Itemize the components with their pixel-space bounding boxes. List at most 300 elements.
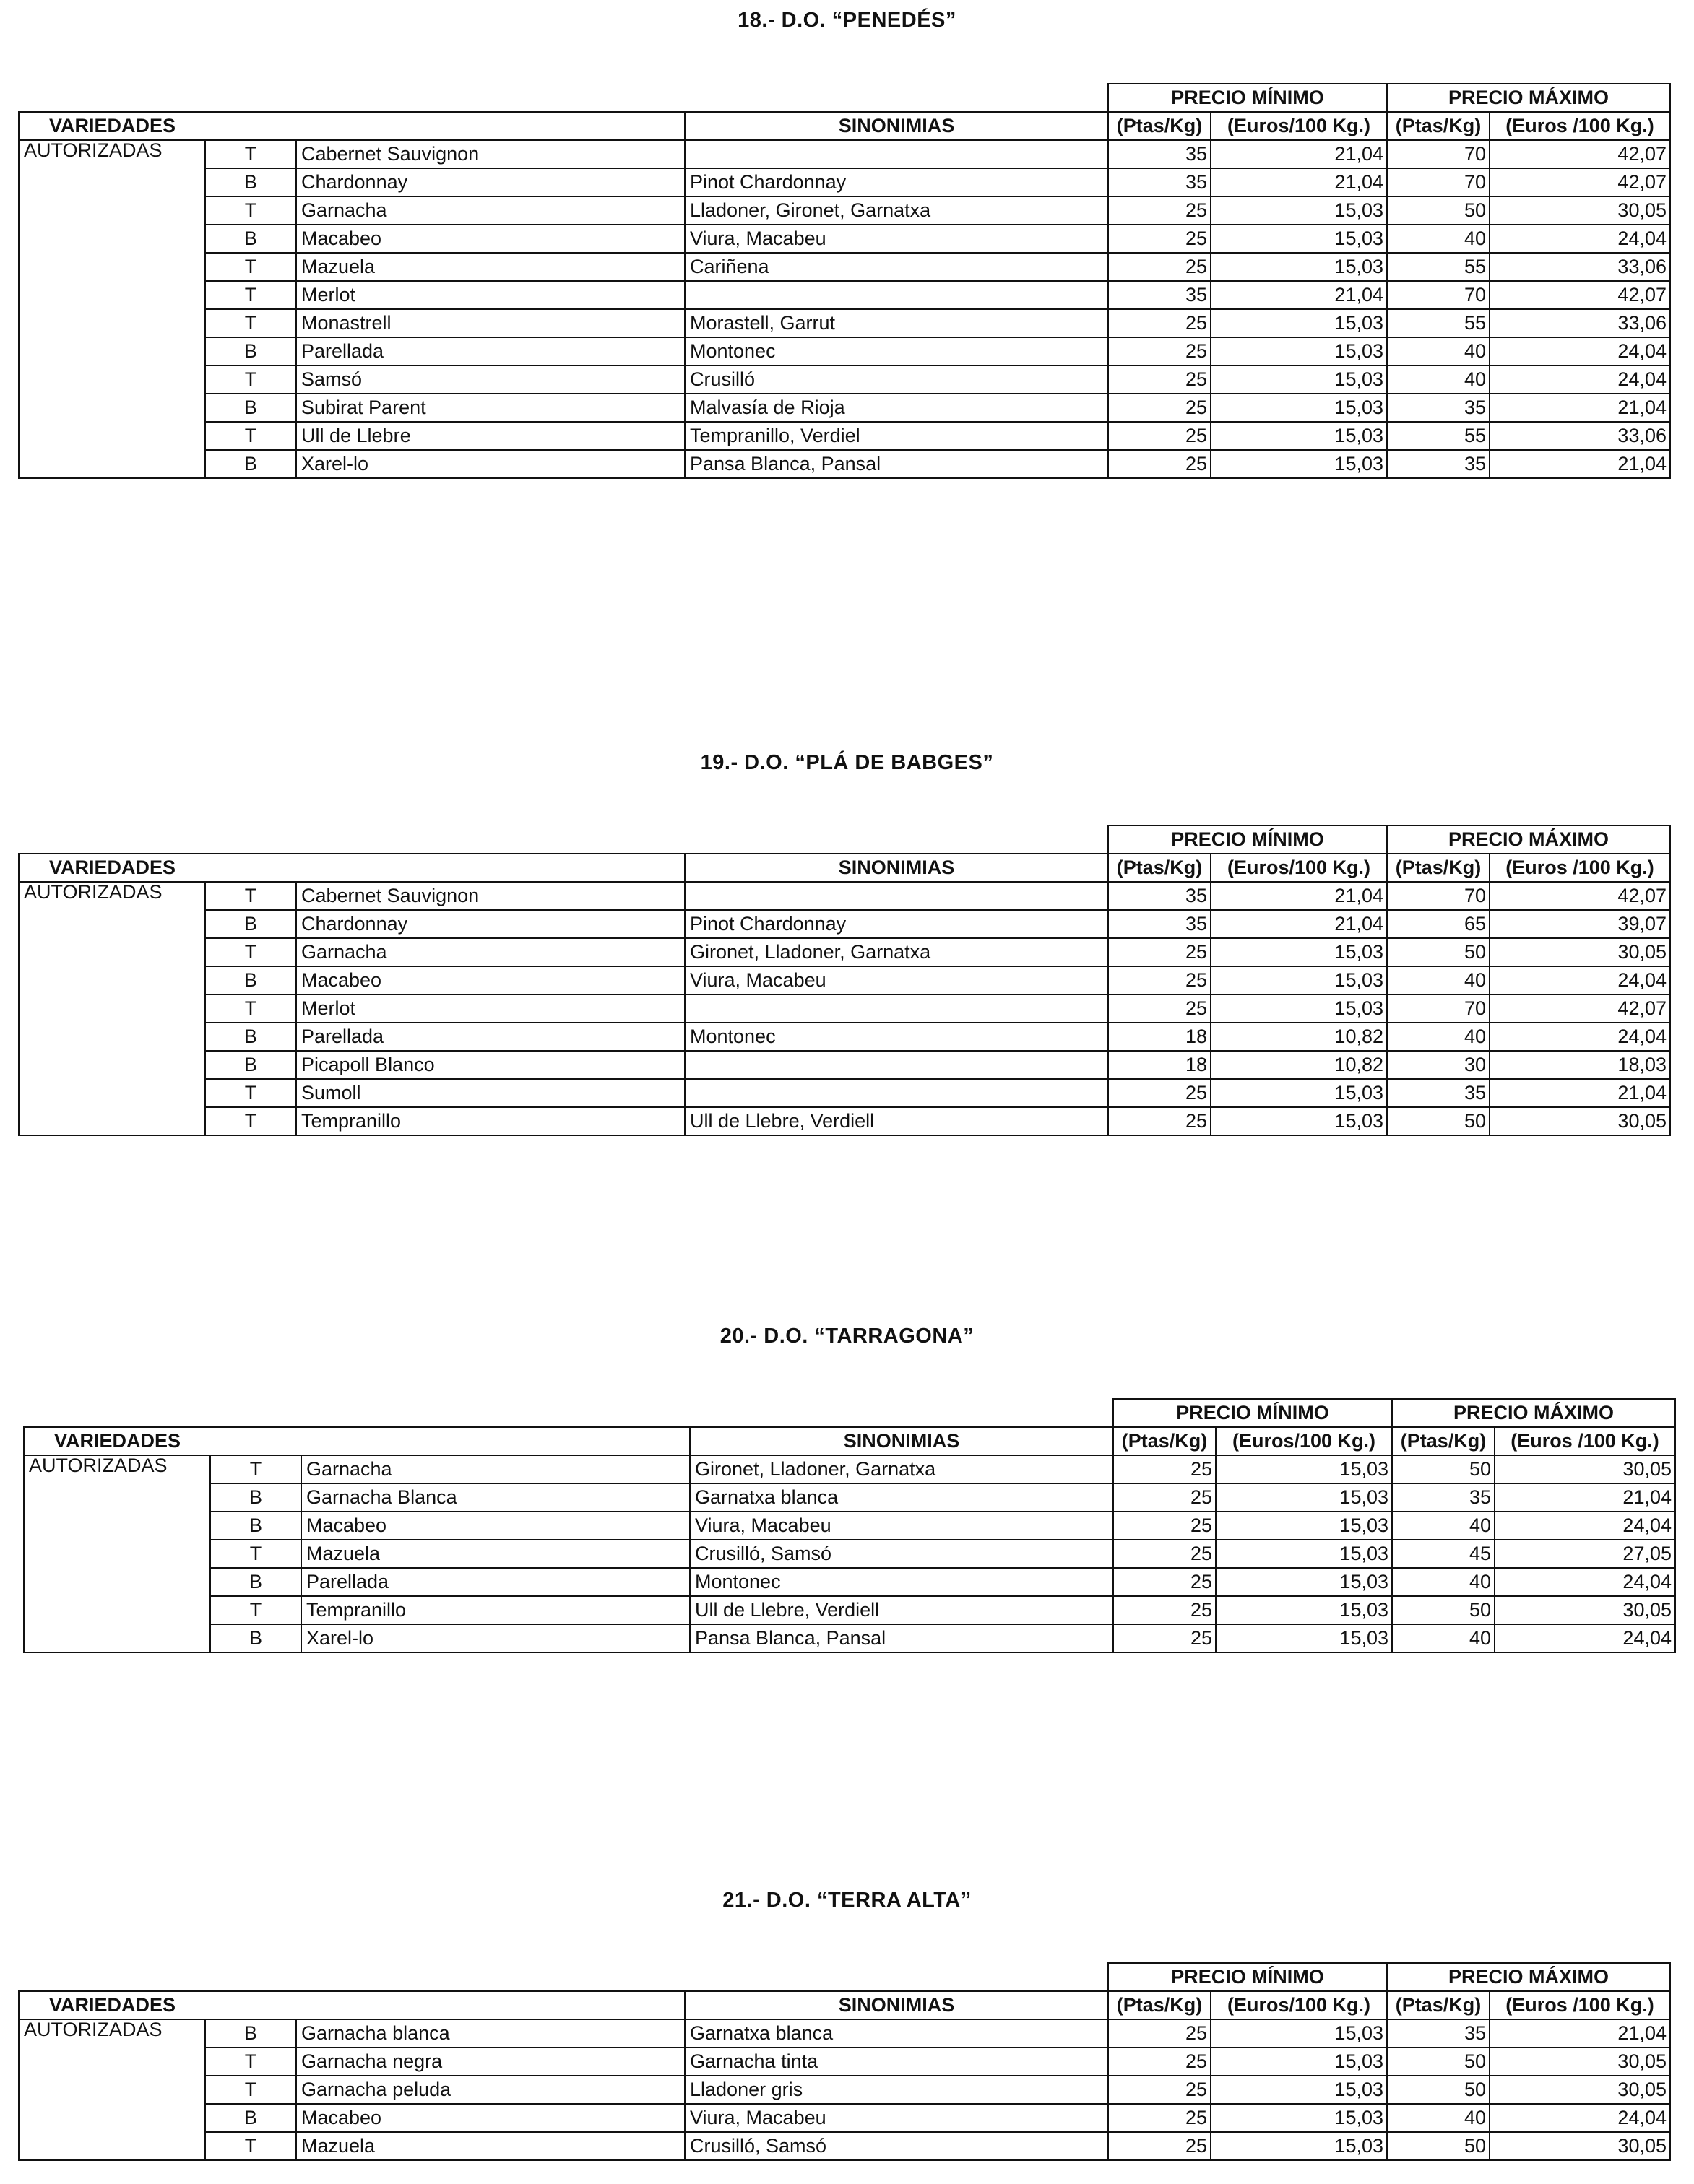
price-table (18, 83, 1671, 479)
wine-type: T (210, 1540, 301, 1568)
header-blank (296, 854, 685, 882)
min-price-ptas: 25 (1108, 938, 1211, 966)
min-price-euros: 10,82 (1211, 1051, 1387, 1079)
min-price-ptas: 25 (1108, 1107, 1211, 1135)
header-sinonimias: SINONIMIAS (685, 112, 1108, 140)
max-price-euros: 33,06 (1490, 422, 1670, 450)
min-price-ptas: 25 (1108, 966, 1211, 994)
category-cell: AUTORIZADAS (19, 140, 205, 168)
category-cell (19, 196, 205, 225)
min-price-ptas: 25 (1108, 225, 1211, 253)
min-price-euros: 15,03 (1211, 196, 1387, 225)
category-cell (19, 2048, 205, 2076)
variety-name: Subirat Parent (296, 394, 685, 422)
min-price-ptas: 18 (1108, 1023, 1211, 1051)
variety-name: Mazuela (296, 253, 685, 281)
wine-type: T (205, 253, 296, 281)
max-price-ptas: 35 (1387, 1079, 1490, 1107)
min-price-ptas: 25 (1108, 365, 1211, 394)
table-row (19, 168, 1670, 196)
header-max-ptas: (Ptas/Kg) (1387, 854, 1490, 882)
max-price-euros: 42,07 (1490, 140, 1670, 168)
header-row-groups (19, 826, 1670, 854)
variety-name: Tempranillo (296, 1107, 685, 1135)
max-price-ptas: 40 (1387, 365, 1490, 394)
variety-name: Tempranillo (301, 1596, 690, 1624)
category-cell: AUTORIZADAS (24, 1455, 210, 1483)
section-title: 20.- D.O. “TARRAGONA” (719, 1325, 975, 1348)
header-blank (205, 1991, 296, 2019)
wine-type: B (210, 1568, 301, 1596)
min-price-euros: 15,03 (1211, 938, 1387, 966)
wine-type: B (205, 225, 296, 253)
category-cell (19, 938, 205, 966)
wine-type: T (210, 1596, 301, 1624)
category-cell (19, 365, 205, 394)
min-price-ptas: 35 (1108, 140, 1211, 168)
header-min-ptas: (Ptas/Kg) (1108, 1991, 1211, 2019)
header-spacer (19, 84, 1108, 112)
min-price-euros: 15,03 (1211, 1079, 1387, 1107)
min-price-ptas: 25 (1113, 1455, 1216, 1483)
variety-name: Monastrell (296, 309, 685, 337)
header-row-columns (19, 854, 1670, 882)
header-precio-maximo: PRECIO MÁXIMO (1387, 826, 1670, 854)
synonyms: Pansa Blanca, Pansal (685, 450, 1108, 478)
table-row (19, 966, 1670, 994)
wine-type: B (205, 168, 296, 196)
section-title: 18.- D.O. “PENEDÉS” (738, 9, 956, 32)
max-price-ptas: 45 (1392, 1540, 1495, 1568)
min-price-euros: 15,03 (1211, 422, 1387, 450)
synonyms (685, 1051, 1108, 1079)
max-price-euros: 21,04 (1490, 1079, 1670, 1107)
header-precio-maximo: PRECIO MÁXIMO (1387, 84, 1670, 112)
wine-type: B (205, 394, 296, 422)
wine-type: T (205, 2076, 296, 2104)
min-price-euros: 15,03 (1216, 1483, 1392, 1512)
category-cell (24, 1624, 210, 1652)
table-row (19, 140, 1670, 168)
header-min-euros: (Euros/100 Kg.) (1216, 1427, 1392, 1455)
min-price-ptas: 25 (1113, 1512, 1216, 1540)
table-row (24, 1624, 1675, 1652)
category-cell (19, 966, 205, 994)
table-row (19, 2019, 1670, 2048)
table-row (19, 910, 1670, 938)
max-price-ptas: 55 (1387, 309, 1490, 337)
variety-name: Garnacha (296, 196, 685, 225)
variety-name: Garnacha (296, 938, 685, 966)
max-price-ptas: 40 (1387, 337, 1490, 365)
wine-type: B (205, 1023, 296, 1051)
min-price-ptas: 25 (1113, 1596, 1216, 1624)
min-price-euros: 15,03 (1216, 1512, 1392, 1540)
min-price-euros: 15,03 (1211, 994, 1387, 1023)
wine-type: B (205, 966, 296, 994)
table-row (19, 1023, 1670, 1051)
wine-type: T (205, 1107, 296, 1135)
table-row (19, 1079, 1670, 1107)
min-price-euros: 15,03 (1211, 2019, 1387, 2048)
min-price-euros: 15,03 (1211, 2076, 1387, 2104)
max-price-ptas: 70 (1387, 281, 1490, 309)
max-price-euros: 21,04 (1490, 2019, 1670, 2048)
table-row (19, 281, 1670, 309)
min-price-ptas: 35 (1108, 882, 1211, 910)
variety-name: Garnacha (301, 1455, 690, 1483)
variety-name: Chardonnay (296, 910, 685, 938)
max-price-ptas: 35 (1387, 2019, 1490, 2048)
header-precio-minimo: PRECIO MÍNIMO (1108, 84, 1387, 112)
min-price-ptas: 25 (1108, 422, 1211, 450)
category-cell: AUTORIZADAS (19, 2019, 205, 2048)
table-row (19, 394, 1670, 422)
header-max-euros: (Euros /100 Kg.) (1490, 854, 1670, 882)
category-cell (19, 309, 205, 337)
max-price-euros: 30,05 (1495, 1596, 1675, 1624)
header-row-groups (19, 84, 1670, 112)
synonyms: Crusilló, Samsó (685, 2132, 1108, 2160)
variety-name: Mazuela (301, 1540, 690, 1568)
category-cell (19, 281, 205, 309)
synonyms: Lladoner gris (685, 2076, 1108, 2104)
max-price-euros: 30,05 (1490, 938, 1670, 966)
max-price-euros: 42,07 (1490, 281, 1670, 309)
table-row (19, 422, 1670, 450)
synonyms: Garnatxa blanca (685, 2019, 1108, 2048)
variety-name: Chardonnay (296, 168, 685, 196)
header-max-ptas: (Ptas/Kg) (1392, 1427, 1495, 1455)
variety-name: Mazuela (296, 2132, 685, 2160)
synonyms: Cariñena (685, 253, 1108, 281)
variety-name: Samsó (296, 365, 685, 394)
max-price-ptas: 40 (1387, 2104, 1490, 2132)
max-price-ptas: 55 (1387, 253, 1490, 281)
synonyms: Viura, Macabeu (685, 966, 1108, 994)
max-price-ptas: 55 (1387, 422, 1490, 450)
min-price-euros: 21,04 (1211, 882, 1387, 910)
max-price-ptas: 40 (1387, 966, 1490, 994)
min-price-euros: 21,04 (1211, 910, 1387, 938)
max-price-ptas: 30 (1387, 1051, 1490, 1079)
max-price-euros: 24,04 (1490, 2104, 1670, 2132)
max-price-ptas: 70 (1387, 168, 1490, 196)
min-price-ptas: 25 (1108, 394, 1211, 422)
variety-name: Cabernet Sauvignon (296, 140, 685, 168)
table-row (24, 1540, 1675, 1568)
min-price-euros: 15,03 (1211, 2048, 1387, 2076)
table-row (19, 1107, 1670, 1135)
price-table (18, 1962, 1671, 2161)
max-price-euros: 24,04 (1490, 225, 1670, 253)
synonyms: Crusilló (685, 365, 1108, 394)
synonyms: Pinot Chardonnay (685, 168, 1108, 196)
max-price-euros: 42,07 (1490, 994, 1670, 1023)
max-price-euros: 33,06 (1490, 253, 1670, 281)
header-precio-maximo: PRECIO MÁXIMO (1392, 1399, 1675, 1427)
max-price-ptas: 50 (1387, 2048, 1490, 2076)
min-price-ptas: 25 (1108, 994, 1211, 1023)
max-price-ptas: 35 (1387, 394, 1490, 422)
synonyms (685, 882, 1108, 910)
wine-type: T (205, 1079, 296, 1107)
header-variedades: VARIEDADES (19, 112, 205, 140)
synonyms (685, 994, 1108, 1023)
min-price-ptas: 25 (1108, 450, 1211, 478)
wine-type: T (205, 882, 296, 910)
header-min-euros: (Euros/100 Kg.) (1211, 854, 1387, 882)
max-price-ptas: 40 (1392, 1624, 1495, 1652)
category-cell (19, 225, 205, 253)
min-price-euros: 15,03 (1216, 1596, 1392, 1624)
category-cell (19, 168, 205, 196)
category-cell (24, 1540, 210, 1568)
max-price-ptas: 50 (1392, 1455, 1495, 1483)
max-price-euros: 42,07 (1490, 168, 1670, 196)
max-price-euros: 30,05 (1490, 196, 1670, 225)
category-cell (19, 2104, 205, 2132)
variety-name: Xarel-lo (296, 450, 685, 478)
header-precio-minimo: PRECIO MÍNIMO (1108, 1963, 1387, 1991)
min-price-ptas: 25 (1108, 196, 1211, 225)
max-price-euros: 30,05 (1490, 1107, 1670, 1135)
header-min-euros: (Euros/100 Kg.) (1211, 112, 1387, 140)
max-price-euros: 30,05 (1490, 2132, 1670, 2160)
header-max-euros: (Euros /100 Kg.) (1490, 112, 1670, 140)
table-row (19, 2132, 1670, 2160)
header-max-euros: (Euros /100 Kg.) (1490, 1991, 1670, 2019)
synonyms: Viura, Macabeu (685, 2104, 1108, 2132)
min-price-euros: 15,03 (1216, 1455, 1392, 1483)
max-price-ptas: 50 (1387, 2076, 1490, 2104)
header-blank (205, 112, 296, 140)
wine-type: B (205, 337, 296, 365)
category-cell (19, 450, 205, 478)
table-row (19, 337, 1670, 365)
category-cell (19, 1023, 205, 1051)
min-price-euros: 15,03 (1216, 1568, 1392, 1596)
min-price-euros: 21,04 (1211, 281, 1387, 309)
header-row-columns (19, 1991, 1670, 2019)
synonyms: Ull de Llebre, Verdiell (690, 1596, 1113, 1624)
category-cell (24, 1568, 210, 1596)
header-row-columns (24, 1427, 1675, 1455)
wine-type: B (205, 2019, 296, 2048)
synonyms: Crusilló, Samsó (690, 1540, 1113, 1568)
header-variedades: VARIEDADES (19, 854, 205, 882)
max-price-ptas: 40 (1392, 1512, 1495, 1540)
header-sinonimias: SINONIMIAS (685, 854, 1108, 882)
variety-name: Macabeo (296, 225, 685, 253)
category-cell (19, 253, 205, 281)
max-price-euros: 18,03 (1490, 1051, 1670, 1079)
variety-name: Merlot (296, 994, 685, 1023)
wine-type: B (205, 910, 296, 938)
max-price-ptas: 35 (1392, 1483, 1495, 1512)
min-price-ptas: 35 (1108, 910, 1211, 938)
header-sinonimias: SINONIMIAS (685, 1991, 1108, 2019)
min-price-euros: 15,03 (1211, 365, 1387, 394)
min-price-euros: 15,03 (1211, 225, 1387, 253)
min-price-ptas: 25 (1113, 1624, 1216, 1652)
min-price-ptas: 25 (1113, 1568, 1216, 1596)
min-price-euros: 10,82 (1211, 1023, 1387, 1051)
wine-type: T (205, 281, 296, 309)
category-cell (24, 1512, 210, 1540)
header-blank (301, 1427, 690, 1455)
header-precio-minimo: PRECIO MÍNIMO (1108, 826, 1387, 854)
category-cell: AUTORIZADAS (19, 882, 205, 910)
min-price-euros: 15,03 (1211, 309, 1387, 337)
table-row (19, 2104, 1670, 2132)
wine-type: B (210, 1512, 301, 1540)
max-price-euros: 39,07 (1490, 910, 1670, 938)
table-row (19, 196, 1670, 225)
min-price-euros: 21,04 (1211, 168, 1387, 196)
min-price-ptas: 18 (1108, 1051, 1211, 1079)
table-row (19, 882, 1670, 910)
synonyms: Garnatxa blanca (690, 1483, 1113, 1512)
category-cell (19, 994, 205, 1023)
max-price-ptas: 50 (1387, 2132, 1490, 2160)
header-variedades: VARIEDADES (19, 1991, 205, 2019)
max-price-ptas: 40 (1387, 225, 1490, 253)
variety-name: Macabeo (296, 966, 685, 994)
synonyms: Morastell, Garrut (685, 309, 1108, 337)
min-price-euros: 15,03 (1216, 1540, 1392, 1568)
min-price-ptas: 25 (1108, 2132, 1211, 2160)
max-price-ptas: 50 (1387, 196, 1490, 225)
table-row (19, 225, 1670, 253)
header-max-euros: (Euros /100 Kg.) (1495, 1427, 1675, 1455)
synonyms: Lladoner, Gironet, Garnatxa (685, 196, 1108, 225)
wine-type: T (205, 309, 296, 337)
max-price-euros: 30,05 (1495, 1455, 1675, 1483)
synonyms: Malvasía de Rioja (685, 394, 1108, 422)
wine-type: T (205, 2132, 296, 2160)
max-price-euros: 30,05 (1490, 2076, 1670, 2104)
max-price-euros: 24,04 (1490, 337, 1670, 365)
wine-type: B (205, 2104, 296, 2132)
synonyms: Viura, Macabeu (690, 1512, 1113, 1540)
variety-name: Merlot (296, 281, 685, 309)
synonyms: Ull de Llebre, Verdiell (685, 1107, 1108, 1135)
max-price-euros: 24,04 (1490, 1023, 1670, 1051)
max-price-euros: 33,06 (1490, 309, 1670, 337)
max-price-euros: 21,04 (1490, 450, 1670, 478)
max-price-euros: 21,04 (1495, 1483, 1675, 1512)
synonyms: Pansa Blanca, Pansal (690, 1624, 1113, 1652)
wine-type: T (205, 994, 296, 1023)
wine-type: B (205, 1051, 296, 1079)
category-cell (19, 1107, 205, 1135)
min-price-euros: 21,04 (1211, 140, 1387, 168)
max-price-euros: 21,04 (1490, 394, 1670, 422)
wine-type: T (205, 196, 296, 225)
section-title: 19.- D.O. “PLÁ DE BABGES” (700, 751, 994, 774)
header-row-columns (19, 112, 1670, 140)
header-variedades: VARIEDADES (24, 1427, 210, 1455)
min-price-euros: 15,03 (1211, 966, 1387, 994)
table-row (19, 309, 1670, 337)
header-min-ptas: (Ptas/Kg) (1108, 112, 1211, 140)
category-cell (19, 2132, 205, 2160)
min-price-euros: 15,03 (1211, 253, 1387, 281)
max-price-ptas: 40 (1387, 1023, 1490, 1051)
max-price-euros: 24,04 (1495, 1624, 1675, 1652)
synonyms (685, 281, 1108, 309)
synonyms: Garnacha tinta (685, 2048, 1108, 2076)
max-price-ptas: 40 (1392, 1568, 1495, 1596)
wine-type: B (210, 1483, 301, 1512)
min-price-euros: 15,03 (1211, 1107, 1387, 1135)
variety-name: Parellada (296, 1023, 685, 1051)
table-row (24, 1483, 1675, 1512)
min-price-euros: 15,03 (1211, 2104, 1387, 2132)
min-price-euros: 15,03 (1216, 1624, 1392, 1652)
variety-name: Ull de Llebre (296, 422, 685, 450)
category-cell (19, 1051, 205, 1079)
variety-name: Macabeo (301, 1512, 690, 1540)
header-spacer (24, 1399, 1113, 1427)
header-blank (210, 1427, 301, 1455)
min-price-ptas: 25 (1108, 253, 1211, 281)
variety-name: Parellada (301, 1568, 690, 1596)
header-min-ptas: (Ptas/Kg) (1113, 1427, 1216, 1455)
variety-name: Garnacha Blanca (301, 1483, 690, 1512)
variety-name: Garnacha negra (296, 2048, 685, 2076)
max-price-ptas: 70 (1387, 994, 1490, 1023)
max-price-ptas: 50 (1387, 1107, 1490, 1135)
max-price-ptas: 35 (1387, 450, 1490, 478)
min-price-ptas: 35 (1108, 281, 1211, 309)
header-max-ptas: (Ptas/Kg) (1387, 1991, 1490, 2019)
synonyms (685, 140, 1108, 168)
synonyms: Pinot Chardonnay (685, 910, 1108, 938)
max-price-euros: 24,04 (1490, 365, 1670, 394)
header-min-euros: (Euros/100 Kg.) (1211, 1991, 1387, 2019)
max-price-ptas: 70 (1387, 140, 1490, 168)
table-row (24, 1512, 1675, 1540)
min-price-ptas: 25 (1108, 2104, 1211, 2132)
header-spacer (19, 1963, 1108, 1991)
min-price-euros: 15,03 (1211, 2132, 1387, 2160)
table-row (19, 2076, 1670, 2104)
variety-name: Xarel-lo (301, 1624, 690, 1652)
wine-type: T (205, 422, 296, 450)
max-price-euros: 42,07 (1490, 882, 1670, 910)
min-price-ptas: 25 (1108, 1079, 1211, 1107)
category-cell (24, 1483, 210, 1512)
wine-type: T (205, 365, 296, 394)
table-row (19, 938, 1670, 966)
table-row (19, 994, 1670, 1023)
min-price-ptas: 25 (1108, 337, 1211, 365)
variety-name: Garnacha peluda (296, 2076, 685, 2104)
variety-name: Picapoll Blanco (296, 1051, 685, 1079)
category-cell (24, 1596, 210, 1624)
category-cell (19, 422, 205, 450)
min-price-ptas: 25 (1108, 2076, 1211, 2104)
category-cell (19, 394, 205, 422)
synonyms: Gironet, Lladoner, Garnatxa (685, 938, 1108, 966)
max-price-euros: 24,04 (1490, 966, 1670, 994)
min-price-ptas: 25 (1113, 1483, 1216, 1512)
table-row (19, 365, 1670, 394)
header-max-ptas: (Ptas/Kg) (1387, 112, 1490, 140)
wine-type: T (210, 1455, 301, 1483)
